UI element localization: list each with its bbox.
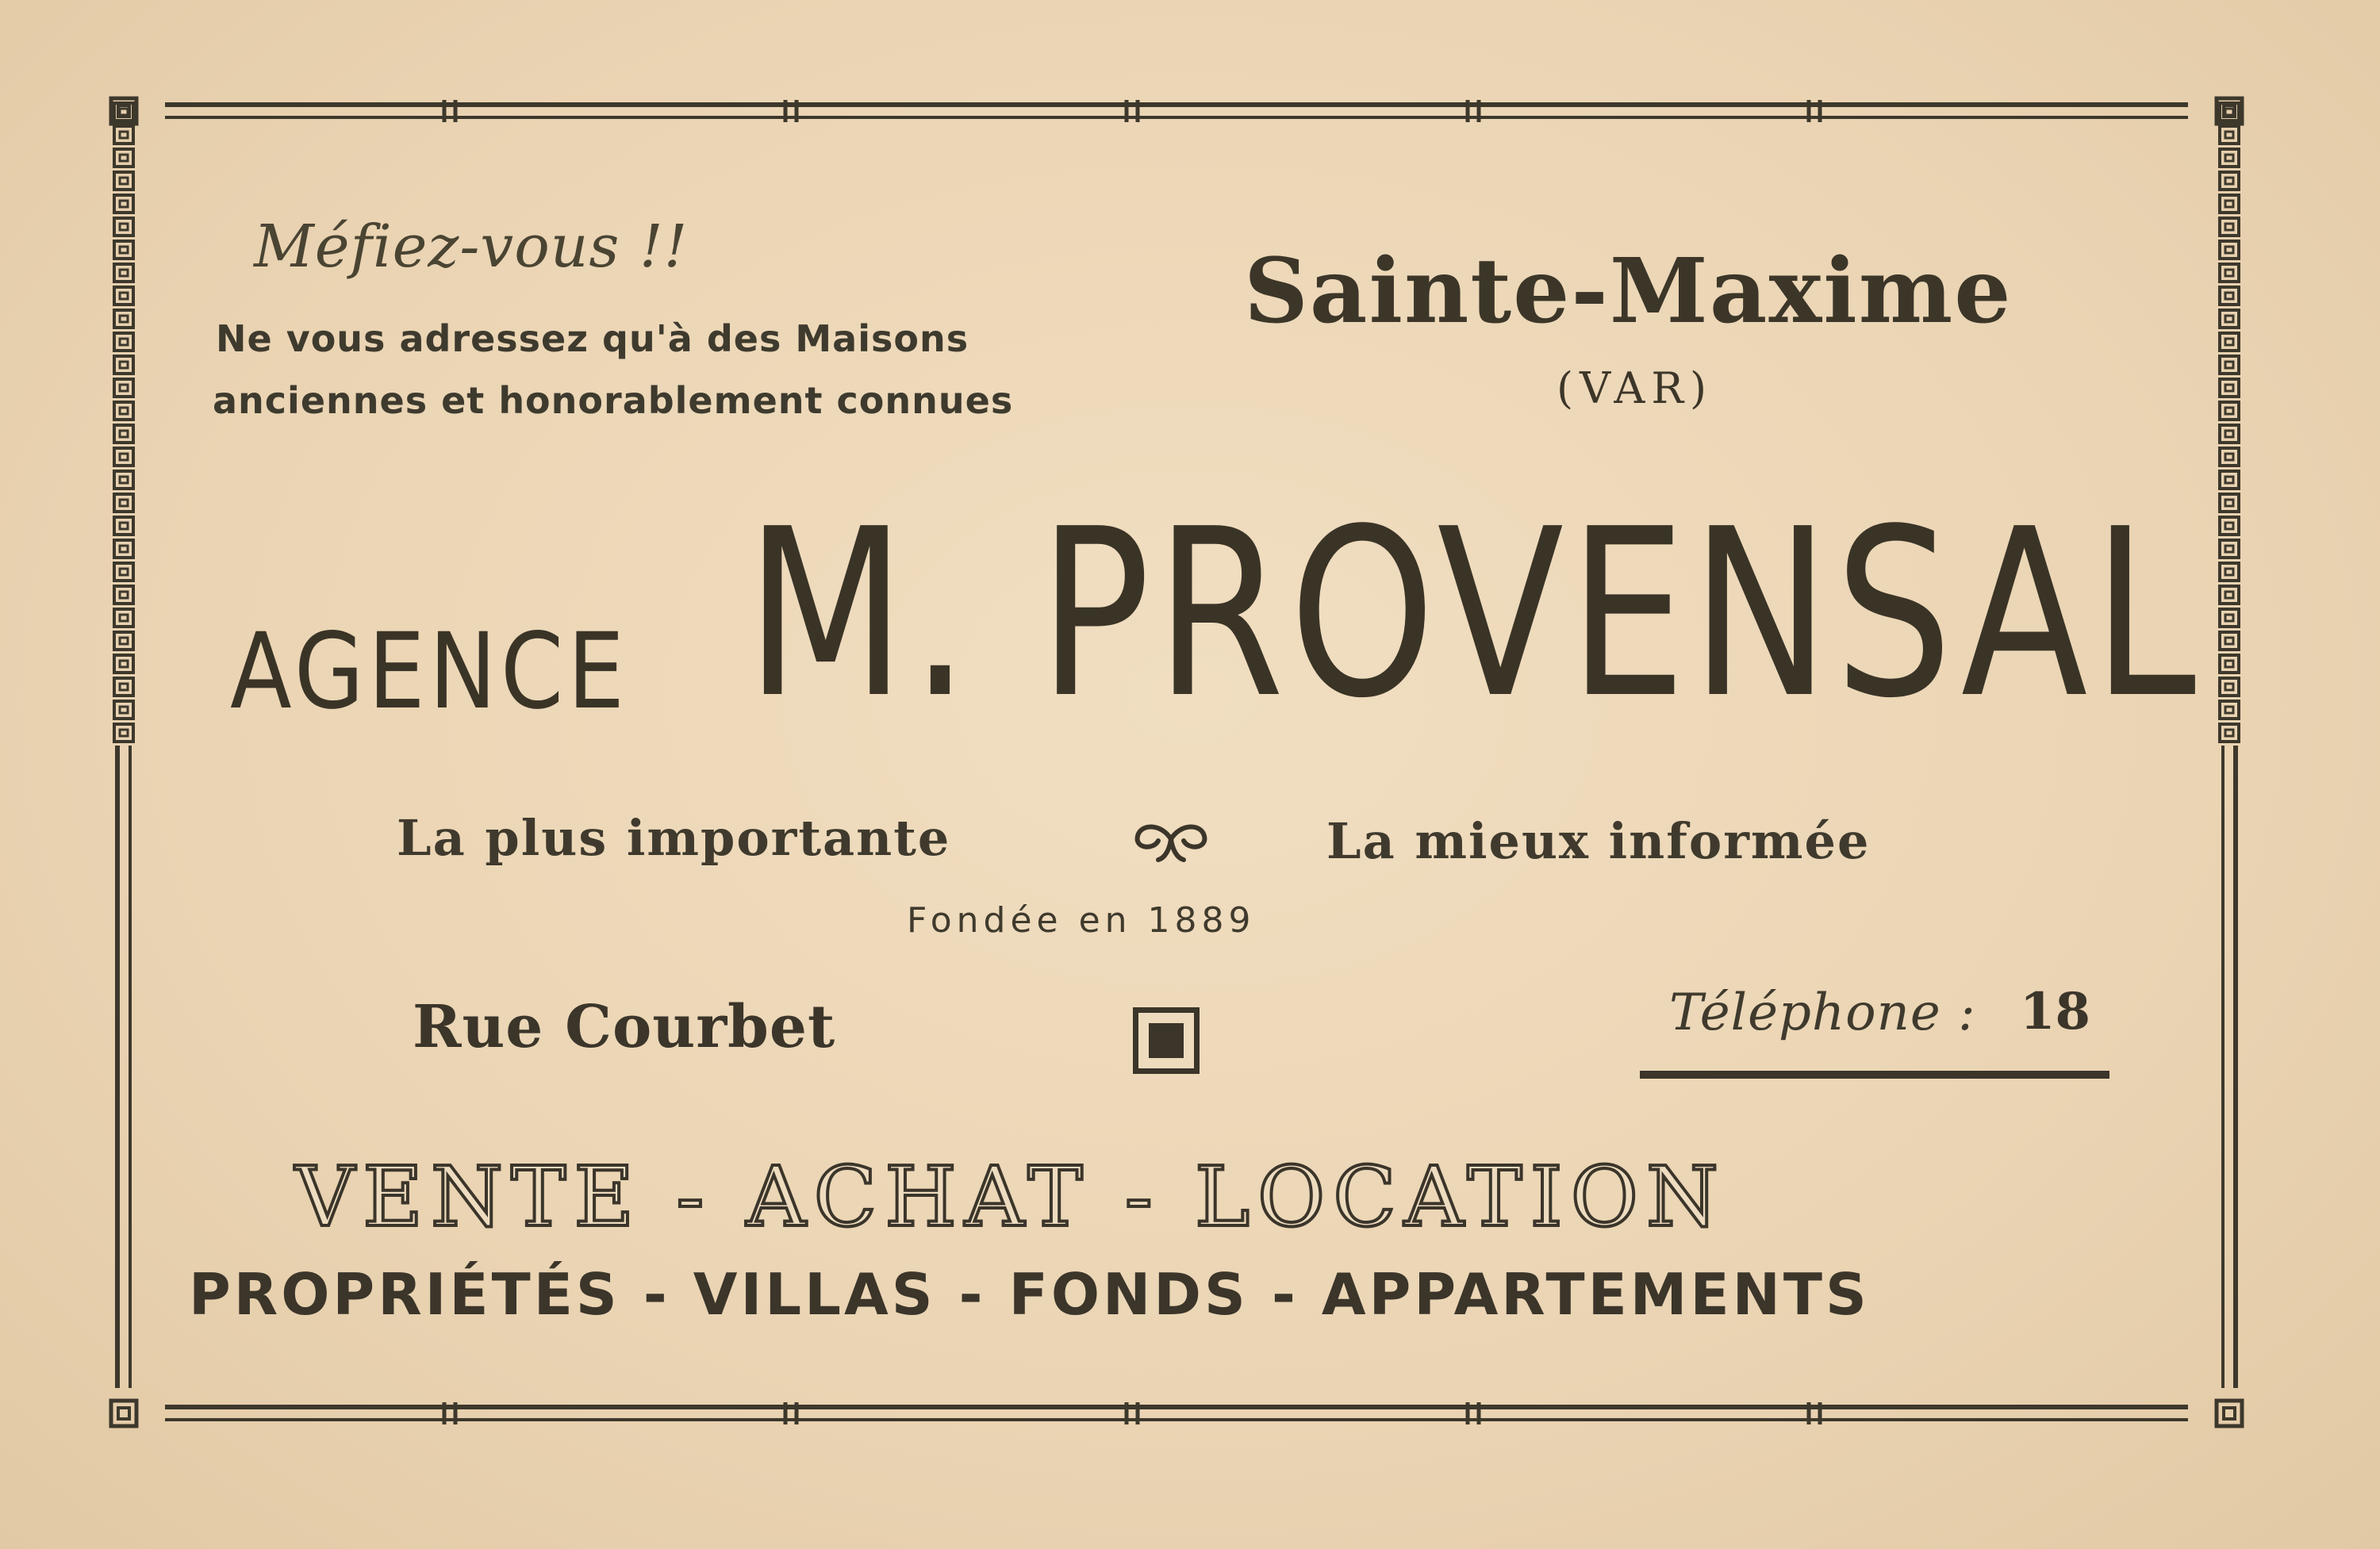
warning-line-1: Ne vous adressez qu'à des Maisons bbox=[216, 317, 969, 360]
founded-line: Fondée en 1889 bbox=[907, 900, 1256, 941]
phone-label: Téléphone : bbox=[1669, 983, 1976, 1042]
fleuron-ornament-icon bbox=[1123, 815, 1219, 863]
warning-title: Méfiez-vous !! bbox=[254, 213, 689, 281]
street-address: Rue Courbet bbox=[413, 993, 836, 1061]
square-bullet-icon bbox=[1133, 1007, 1200, 1074]
categories-line: PROPRIÉTÉS - VILLAS - FONDS - APPARTEMENTS bbox=[189, 1261, 1870, 1328]
agency-name: M. PROVENSAL bbox=[746, 479, 2202, 749]
services-line: VENTE - ACHAT - LOCATION bbox=[295, 1148, 1727, 1245]
slogan-right: La mieux informée bbox=[1326, 812, 1871, 870]
region-name: (VAR) bbox=[1557, 363, 1714, 413]
warning-line-2: anciennes et honorablement connues bbox=[213, 379, 1014, 422]
city-name: Sainte-Maxime bbox=[1244, 240, 2013, 343]
agency-prefix: AGENCE bbox=[230, 611, 629, 733]
slogan-left: La plus importante bbox=[397, 809, 951, 867]
phone-underline bbox=[1640, 1071, 2109, 1079]
phone-number: 18 bbox=[2020, 982, 2091, 1041]
